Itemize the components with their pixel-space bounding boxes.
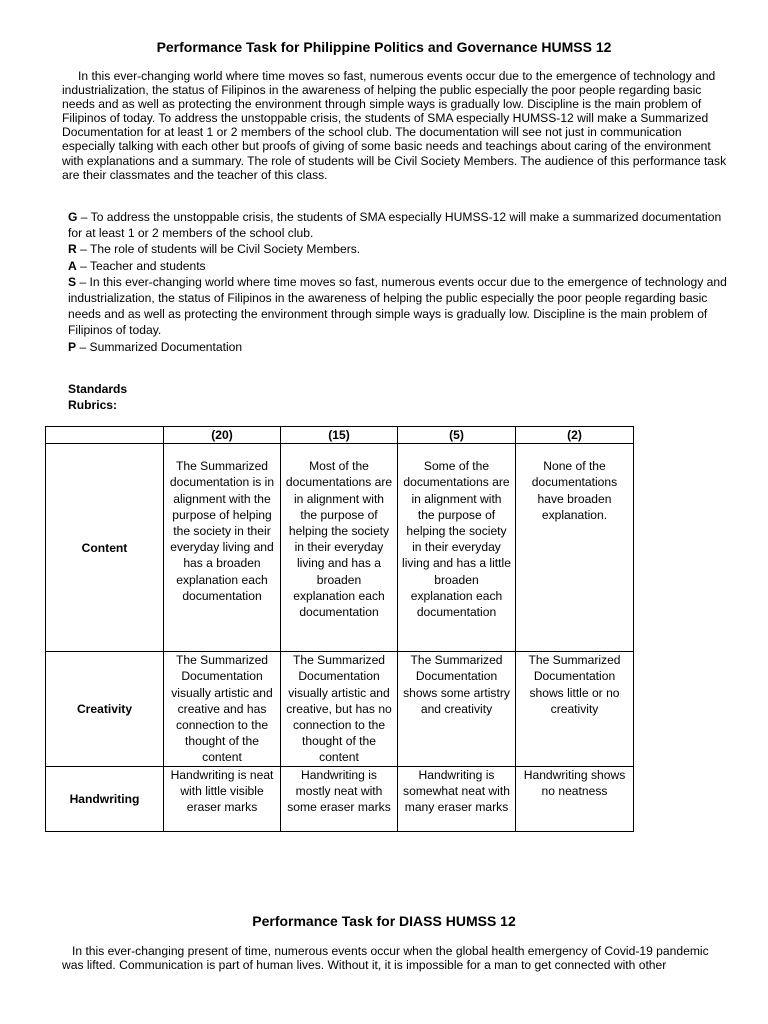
rubric-cell: The Summarized documentation is in alignment with the purpose of helping the society in their everyday living and has a broaden explanation each documentation [164, 444, 281, 652]
rubric-table [45, 426, 634, 832]
rubric-cell: None of the documentations have broaden explanation. [516, 444, 634, 652]
grasps-text: – Teacher and students [76, 258, 206, 273]
intro-paragraph: In this ever-changing world where time moves so fast, numerous events occur due to the emergence of technology and industrialization, the status of Filipinos in the awareness of helping the public especially the poor people regarding basic needs and as well as protecting the environment through simple ways is gradually low. Discipline is the main problem of Filipinos of today. To address the unstoppable crisis, the students of SMA especially HUMSS-12 will make a Summarized Documentation for at least 1 or 2 members of the school club. The documentation will see not just in communication especially talking with each other but proofs of giving of some basic needs and teachings about caring of the environment with explanations and a summary. The role of students will be Civil Society Members. The audience of this performance task are their classmates and the teacher of this class. [62, 69, 727, 182]
intro-paragraph-2: In this ever-changing present of time, numerous events occur when the global health emergency of Covid-19 pandemic was lifted. Communication is part of human lives. Without it, it is impossible for a man to get connected with other [62, 944, 709, 973]
grasps-text: – In this ever-changing world where time moves so fast, numerous events occur due to the emergence of technology and industrialization, the status of Filipinos in the awareness of helping the public especially the poor people regarding basic needs and as well as protecting the environment through simple ways is gradually low. Discipline is the main problem of Filipinos of today. [68, 274, 727, 338]
rubric-header-cell: (15) [281, 427, 398, 444]
grasps-audience [68, 258, 728, 274]
rubric-cell: The Summarized Documentation shows some artistry and creativity [398, 652, 516, 766]
rubric-header-cell: (2) [516, 427, 634, 444]
grasps-product [68, 339, 728, 355]
grasps-text: – Summarized Documentation [76, 339, 243, 354]
rubric-cell: Handwriting is mostly neat with some eraser marks [281, 766, 398, 831]
rubric-header-cell: (5) [398, 427, 516, 444]
grasps-letter: R [68, 242, 77, 257]
rubric-header-row [46, 427, 634, 444]
rubric-cell: The Summarized Documentation visually artistic and creative, but has no connection to the thought of the content [281, 652, 398, 766]
rubric-criterion: Creativity [46, 652, 164, 766]
rubric-criterion: Content [46, 444, 164, 652]
standards-block [68, 382, 127, 413]
rubric-header-cell [46, 427, 164, 444]
grasps-letter: A [68, 258, 77, 273]
rubric-cell: The Summarized Documentation visually artistic and creative and has connection to the thought of the content [164, 652, 281, 766]
rubric-cell: Handwriting is somewhat neat with many eraser marks [398, 766, 516, 831]
rubric-criterion: Handwriting [46, 766, 164, 831]
page-title: Performance Task for Philippine Politics and Governance HUMSS 12 [156, 39, 612, 55]
grasps-letter: G [68, 210, 78, 224]
rubric-header-cell: (20) [164, 427, 281, 444]
rubric-cell: Handwriting is neat with little visible eraser marks [164, 766, 281, 831]
grasps-role [68, 241, 728, 257]
rubric-row-creativity [46, 652, 634, 766]
grasps-letter: P [68, 339, 77, 354]
rubric-cell: The Summarized Documentation shows little or no creativity [516, 652, 634, 766]
rubric-cell: Most of the documentations are in alignment with the purpose of helping the society in their everyday living and has a broaden explanation each documentation [281, 444, 398, 652]
grasps-goal [68, 209, 728, 241]
grasps-text: – The role of students will be Civil Society Members. [76, 242, 361, 257]
grasps-list [68, 209, 728, 355]
grasps-situation [68, 274, 728, 339]
grasps-letter: S [68, 274, 77, 289]
rubric-cell: Some of the documentations are in alignment with the purpose of helping the society in their everyday living and has a little broaden explanation each documentation [398, 444, 516, 652]
rubric-cell: Handwriting shows no neatness [516, 766, 634, 831]
rubric-row-handwriting [46, 766, 634, 831]
grasps-text: – To address the unstoppable crisis, the students of SMA especially HUMSS-12 will make a summarized documentation for at least 1 or 2 members of the school club. [68, 210, 722, 241]
rubrics-label: Rubrics: [68, 397, 118, 412]
section-title: Performance Task for DIASS HUMSS 12 [252, 913, 516, 929]
standards-label: Standards [68, 382, 128, 396]
rubric-row-content [46, 444, 634, 652]
